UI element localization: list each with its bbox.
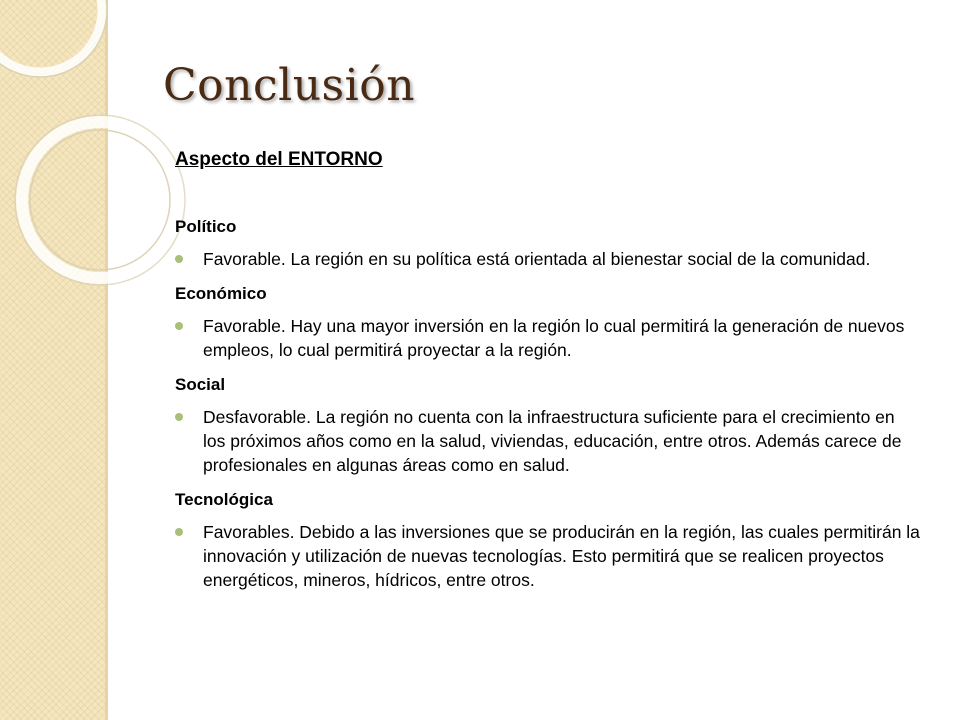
- section-economico: [175, 283, 920, 362]
- section-heading: Social: [175, 375, 226, 394]
- decorative-ring-bottom-outline-outer: [15, 115, 185, 285]
- bullet-text: Favorables. Debido a las inversiones que se producirán en la región, las cuales permitirán la innovación y utilización de nuevas tecnologías. Esto permitirá que se realicen proyectos energéticos, mineros, hídricos, entre otros.: [203, 522, 920, 590]
- decorative-rings: [0, 0, 200, 340]
- decorative-ring-bottom: [22, 122, 178, 278]
- section-heading: Tecnológica: [175, 490, 273, 509]
- bullet-item: [175, 314, 920, 362]
- bullet-text: Favorable. Hay una mayor inversión en la región lo cual permitirá la generación de nuevos empleos, lo cual permitirá proyectar a la región.: [203, 316, 905, 360]
- slide-subtitle: Aspecto del ENTORNO: [175, 149, 383, 170]
- bullet-icon: [175, 528, 183, 536]
- bullet-icon: [175, 413, 183, 421]
- section-heading: Político: [175, 217, 237, 236]
- decorative-ring-top: [0, 0, 102, 72]
- section-politico: [175, 216, 920, 271]
- section-social: [175, 374, 920, 477]
- section-heading: Económico: [175, 284, 267, 303]
- slide-title: Conclusión: [163, 60, 416, 111]
- bullet-text: Desfavorable. La región no cuenta con la infraestructura suficiente para el crecimiento en los próximos años como en la salud, viviendas, educación, entre otros. Además carece de profesionales en algunas áreas como en salud.: [203, 407, 902, 475]
- bullet-icon: [175, 322, 183, 330]
- slide-content: [175, 148, 920, 604]
- bullet-text: Favorable. La región en su política está orientada al bienestar social de la comunidad.: [203, 249, 871, 269]
- section-tecnologica: [175, 489, 920, 592]
- bullet-item: [175, 520, 920, 592]
- bullet-item: [175, 247, 920, 271]
- decorative-ring-bottom-outline: [30, 130, 170, 270]
- bullet-item: [175, 405, 920, 477]
- bullet-icon: [175, 255, 183, 263]
